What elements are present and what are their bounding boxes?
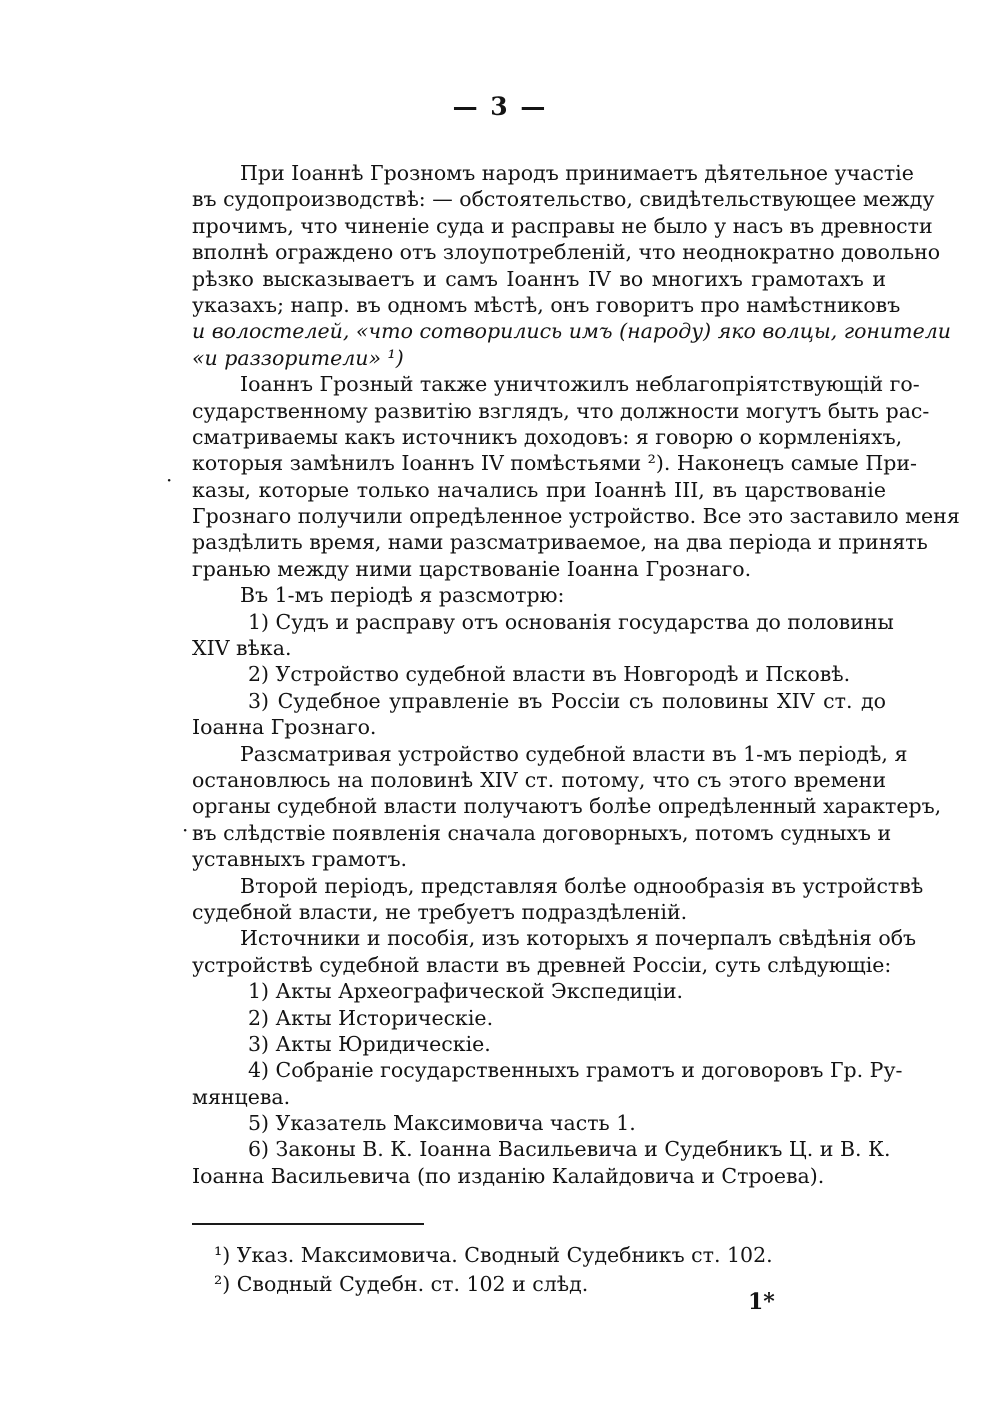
text-line: въ слѣдствіе появленія сначала договорныхъ, потомъ судныхъ и [192,820,892,845]
main-text [192,160,960,1189]
text-line: прочимъ, что чиненіе суда и расправы не было у насъ въ древности [192,213,933,238]
list-item: 5) Указатель Максимовича часть 1. [248,1111,636,1136]
text-line: Второй періодъ, представляя болѣе однообразія въ устройствѣ [240,873,924,898]
text-line: въ судопроизводствѣ: — обстоятельство, свидѣтельствующее между [192,187,935,212]
text-line: Іоаннъ Грозный также уничтожилъ неблагопріятствующій го- [240,372,920,397]
list-item-cont: XIV вѣка. [192,636,292,661]
footnotes [214,1241,814,1299]
text-line-quote: и волостелей, «что сотворились имъ (народу) яко волцы, гонители [192,319,951,344]
text-line: раздѣлить время, нами разсматриваемое, на два періода и принять [192,530,928,555]
text-line: казы, которые только начались при Іоаннѣ III, въ царствованіе [192,477,886,502]
signature-mark: 1* [748,1289,775,1315]
text-line: судебной власти, не требуетъ подраздѣленій. [192,899,688,924]
text-line: сударственному развитію взглядъ, что должности могутъ быть рас- [192,398,930,423]
list-item: 2) Акты Историческіе. [248,1005,494,1030]
margin-mark: · [166,468,173,492]
text-line: Въ 1-мъ періодѣ я разсмотрю: [240,583,565,608]
list-item: 3) Акты Юридическіе. [248,1031,491,1056]
text-line: которыя замѣнилъ Іоаннъ IV помѣстьями ²). Наконецъ самые При- [192,451,917,476]
page-number: — 3 — [452,92,548,121]
text-line: Разсматривая устройство судебной власти въ 1-мъ періодѣ, я [240,741,908,766]
text-line: устройствѣ судебной власти въ древней Россіи, суть слѣдующіе: [192,952,892,977]
text-line: При Іоаннѣ Грозномъ народъ принимаетъ дѣятельное участіе [240,161,914,185]
list-item: 6) Законы В. К. Іоанна Васильевича и Судебникъ Ц. и В. К. [248,1137,891,1162]
list-item: 1) Акты Археографической Экспедиціи. [248,979,684,1004]
text-line: сматриваемы какъ источникъ доходовъ: я говорю о кормленіяхъ, [192,424,903,449]
text-line: уставныхъ грамотъ. [192,847,408,872]
text-line: рѣзко высказываетъ и самъ Іоаннъ IV во многихъ грамотахъ и [192,266,886,291]
list-item: 3) Судебное управленіе въ Россіи съ половины XIV ст. до [248,688,886,713]
text-line: гранью между ними царствованіе Іоанна Грознаго. [192,556,752,581]
margin-mark: · [182,818,189,842]
list-item: 2) Устройство судебной власти въ Новгородѣ и Псковѣ. [248,662,851,687]
list-item-cont: Іоанна Васильевича (по изданію Калайдовича и Строева). [192,1163,825,1188]
footnote-divider [192,1223,424,1225]
text-line: Грознаго получили опредѣленное устройство. Все это заставило меня [192,504,960,529]
list-item-cont: мянцева. [192,1084,291,1109]
list-item-cont: Іоанна Грознаго. [192,715,377,740]
text-line: указахъ; напр. въ одномъ мѣстѣ, онъ говоритъ про намѣстниковъ [192,292,901,317]
text-line-quote-end: «и раззорители» ¹) [192,345,404,370]
footnote: ¹) Указ. Максимовича. Сводный Судебникъ ст. 102. [214,1243,773,1267]
text-line: Источники и пособія, изъ которыхъ я почерпалъ свѣдѣнія объ [240,926,917,951]
footnote: ²) Сводный Судебн. ст. 102 и слѣд. [214,1272,589,1296]
text-line: остановлюсь на половинѣ XIV ст. потому, что съ этого времени [192,767,886,792]
text-line: вполнѣ ограждено отъ злоупотребленій, что неоднократно довольно [192,240,941,265]
list-item: 1) Судъ и расправу отъ основанія государства до половины [248,609,894,634]
text-line: органы судебной власти получаютъ болѣе опредѣленный характеръ, [192,794,942,819]
list-item: 4) Собраніе государственныхъ грамотъ и договоровъ Гр. Ру- [248,1058,903,1083]
